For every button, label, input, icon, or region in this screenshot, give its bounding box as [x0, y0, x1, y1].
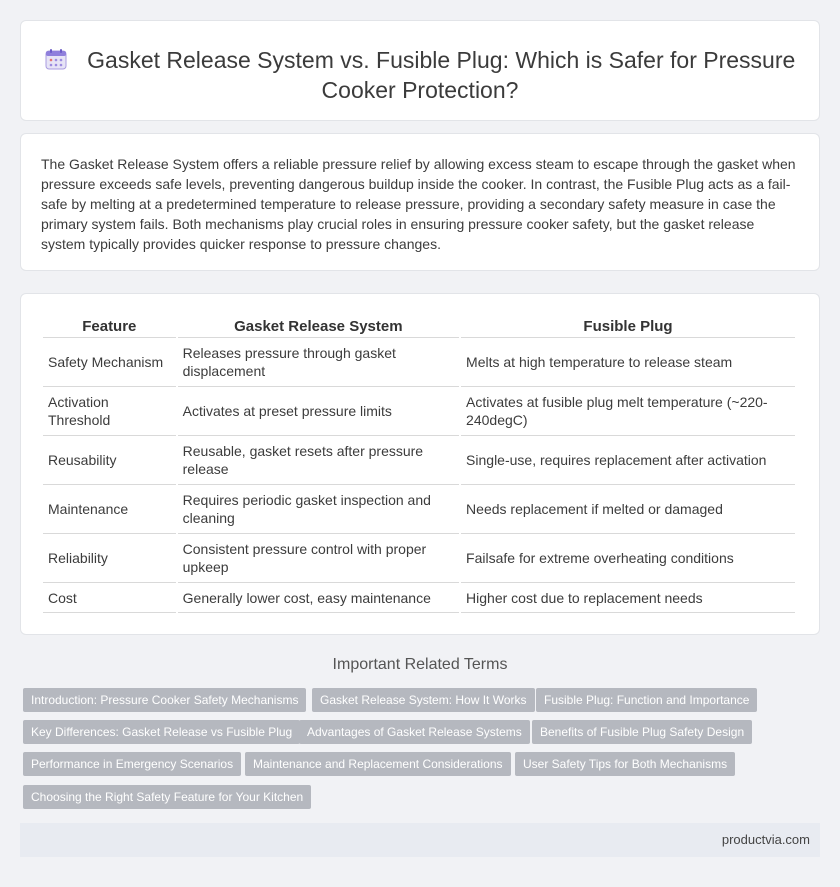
row-feature: Activation Threshold [43, 387, 176, 436]
table-row [43, 436, 795, 485]
footer-site[interactable]: productvia.com [721, 832, 810, 847]
row-fusible-value: Needs replacement if melted or damaged [461, 485, 795, 534]
related-term-tag[interactable]: Advantages of Gasket Release Systems [299, 720, 530, 744]
row-gasket-value: Requires periodic gasket inspection and cleaning [178, 485, 459, 534]
table-row [43, 534, 795, 583]
footer [20, 823, 820, 857]
row-feature: Reliability [43, 534, 176, 583]
row-gasket-value: Reusable, gasket resets after pressure release [178, 436, 459, 485]
header-gasket-release: Gasket Release System [178, 312, 459, 338]
table-header-row [43, 312, 795, 338]
title-wrap [21, 45, 819, 105]
calendar-icon [45, 48, 67, 70]
header-fusible-plug: Fusible Plug [461, 312, 795, 338]
header-feature: Feature [43, 312, 176, 338]
row-fusible-value: Activates at fusible plug melt temperature (~220-240degC) [461, 387, 795, 436]
related-term-tag[interactable]: Maintenance and Replacement Considerations [245, 752, 511, 776]
row-feature: Maintenance [43, 485, 176, 534]
related-term-tag[interactable]: Introduction: Pressure Cooker Safety Mechanisms [23, 688, 306, 712]
row-gasket-value: Generally lower cost, easy maintenance [178, 583, 459, 613]
related-term-tag[interactable]: Gasket Release System: How It Works [312, 688, 535, 712]
row-gasket-value: Activates at preset pressure limits [178, 387, 459, 436]
related-terms-title: Important Related Terms [332, 656, 508, 673]
page-title: Gasket Release System vs. Fusible Plug: Which is Safer for Pressure Cooker Protection? [87, 47, 796, 103]
row-feature: Safety Mechanism [43, 338, 176, 387]
row-feature: Reusability [43, 436, 176, 485]
related-term-tag[interactable]: User Safety Tips for Both Mechanisms [515, 752, 735, 776]
summary-text: The Gasket Release System offers a reliable pressure relief by allowing excess steam to escape through the gasket when pressure exceeds safe levels, preventing dangerous buildup inside the cooker. In contrast, the Fusible Plug acts as a fail-safe by melting at a predetermined temperature to release pressure, providing a secondary safety measure in case the primary system fails. Both mechanisms play crucial roles in ensuring pressure cooker safety, but the gasket release system typically provides quicker response to pressure changes. [41, 156, 796, 252]
row-fusible-value: Melts at high temperature to release steam [461, 338, 795, 387]
comparison-table-card [20, 293, 820, 635]
row-gasket-value: Consistent pressure control with proper upkeep [178, 534, 459, 583]
row-fusible-value: Higher cost due to replacement needs [461, 583, 795, 613]
table-row [43, 485, 795, 534]
row-fusible-value: Single-use, requires replacement after activation [461, 436, 795, 485]
related-term-tag[interactable]: Benefits of Fusible Plug Safety Design [532, 720, 752, 744]
table-row [43, 338, 795, 387]
related-term-tag[interactable]: Fusible Plug: Function and Importance [536, 688, 757, 712]
related-term-tag[interactable]: Key Differences: Gasket Release vs Fusible Plug [23, 720, 300, 744]
summary-card [20, 133, 820, 271]
row-feature: Cost [43, 583, 176, 613]
title-card [20, 20, 820, 121]
row-fusible-value: Failsafe for extreme overheating conditions [461, 534, 795, 583]
table-row [43, 583, 795, 613]
row-gasket-value: Releases pressure through gasket displacement [178, 338, 459, 387]
comparison-table [41, 312, 797, 613]
related-term-tag[interactable]: Choosing the Right Safety Feature for Your Kitchen [23, 785, 311, 809]
table-row [43, 387, 795, 436]
related-term-tag[interactable]: Performance in Emergency Scenarios [23, 752, 241, 776]
